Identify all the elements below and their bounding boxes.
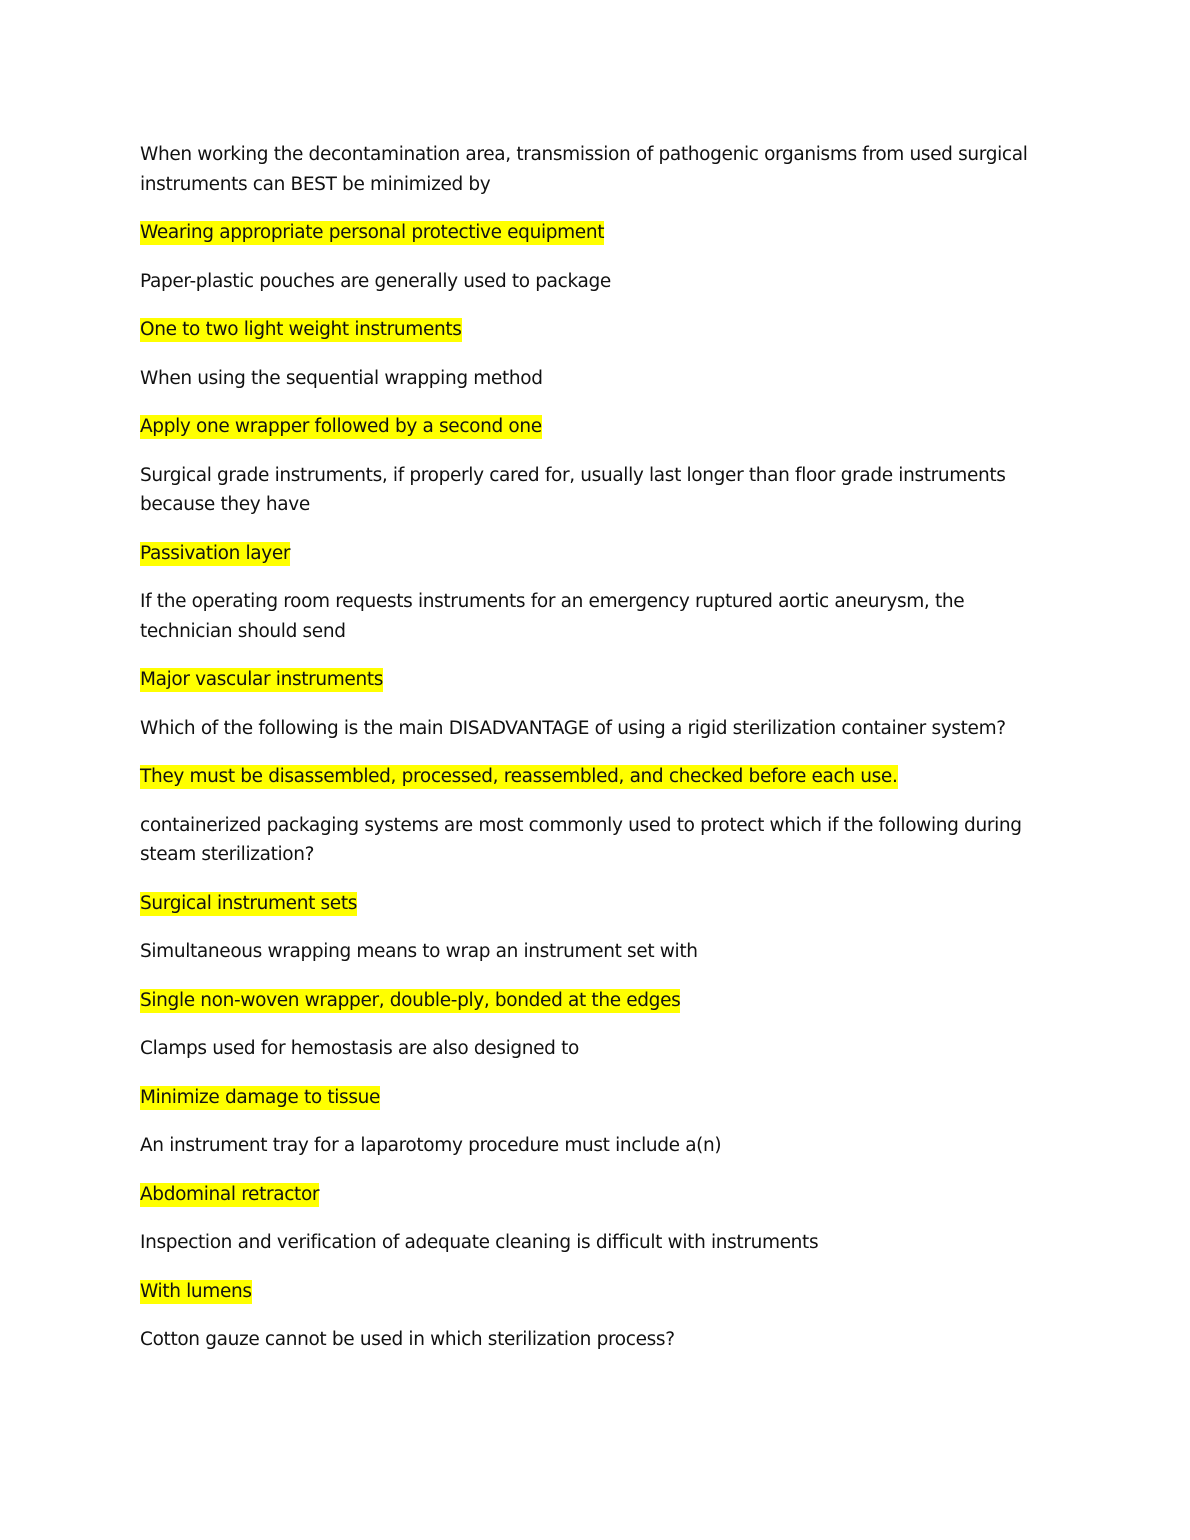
answer-text (140, 762, 1050, 792)
answer-text (140, 665, 1050, 695)
question-text: Paper-plastic pouches are generally used to package (140, 270, 611, 292)
question-text: Clamps used for hemostasis are also designed to (140, 1038, 579, 1059)
question-text: An instrument tray for a laparotomy procedure must include a(n) (140, 1135, 722, 1156)
question-text: containerized packaging systems are most commonly used to protect which if the following during steam sterilization? (140, 814, 1022, 865)
answer-text (140, 412, 1050, 442)
answer-highlight: They must be disassembled, processed, reassembled, and checked before each use. (140, 766, 898, 787)
answer-text (140, 539, 1050, 569)
answer-text (140, 1277, 1050, 1307)
answer-highlight: Single non-woven wrapper, double-ply, bonded at the edges (140, 989, 681, 1011)
answer-highlight: Minimize damage to tissue (140, 1086, 381, 1108)
question-text: Inspection and verification of adequate cleaning is difficult with instruments (140, 1232, 819, 1253)
question-text: Surgical grade instruments, if properly cared for, usually last longer than floor grade instruments because they have (140, 464, 1006, 515)
answer-highlight: Major vascular instruments (140, 669, 384, 690)
document-page (140, 140, 1050, 1374)
answer-highlight: Apply one wrapper followed by a second one (140, 416, 542, 437)
answer-highlight: With lumens (140, 1280, 252, 1302)
question-text: When working the decontamination area, transmission of pathogenic organisms from used surgical instruments can BEST be minimized by (140, 144, 1028, 195)
answer-text (140, 1083, 1050, 1113)
answer-highlight: Surgical instrument sets (140, 892, 358, 914)
question-text: If the operating room requests instruments for an emergency ruptured aortic aneurysm, the technician should send (140, 591, 965, 642)
answer-text (140, 315, 1050, 345)
question-text: Which of the following is the main DISADVANTAGE of using a rigid sterilization container system? (140, 717, 1006, 739)
question-text: Simultaneous wrapping means to wrap an instrument set with (140, 941, 698, 962)
answer-highlight: One to two light weight instruments (140, 319, 462, 340)
answer-text (140, 1180, 1050, 1210)
answer-text (140, 986, 1050, 1016)
answer-highlight: Passivation layer (140, 542, 291, 564)
question-text: Cotton gauze cannot be used in which sterilization process? (140, 1329, 675, 1350)
question-text: When using the sequential wrapping method (140, 367, 543, 389)
answer-text (140, 889, 1050, 919)
answer-highlight: Wearing appropriate personal protective equipment (140, 222, 605, 243)
answer-highlight: Abdominal retractor (140, 1183, 320, 1205)
answer-text (140, 218, 1050, 248)
